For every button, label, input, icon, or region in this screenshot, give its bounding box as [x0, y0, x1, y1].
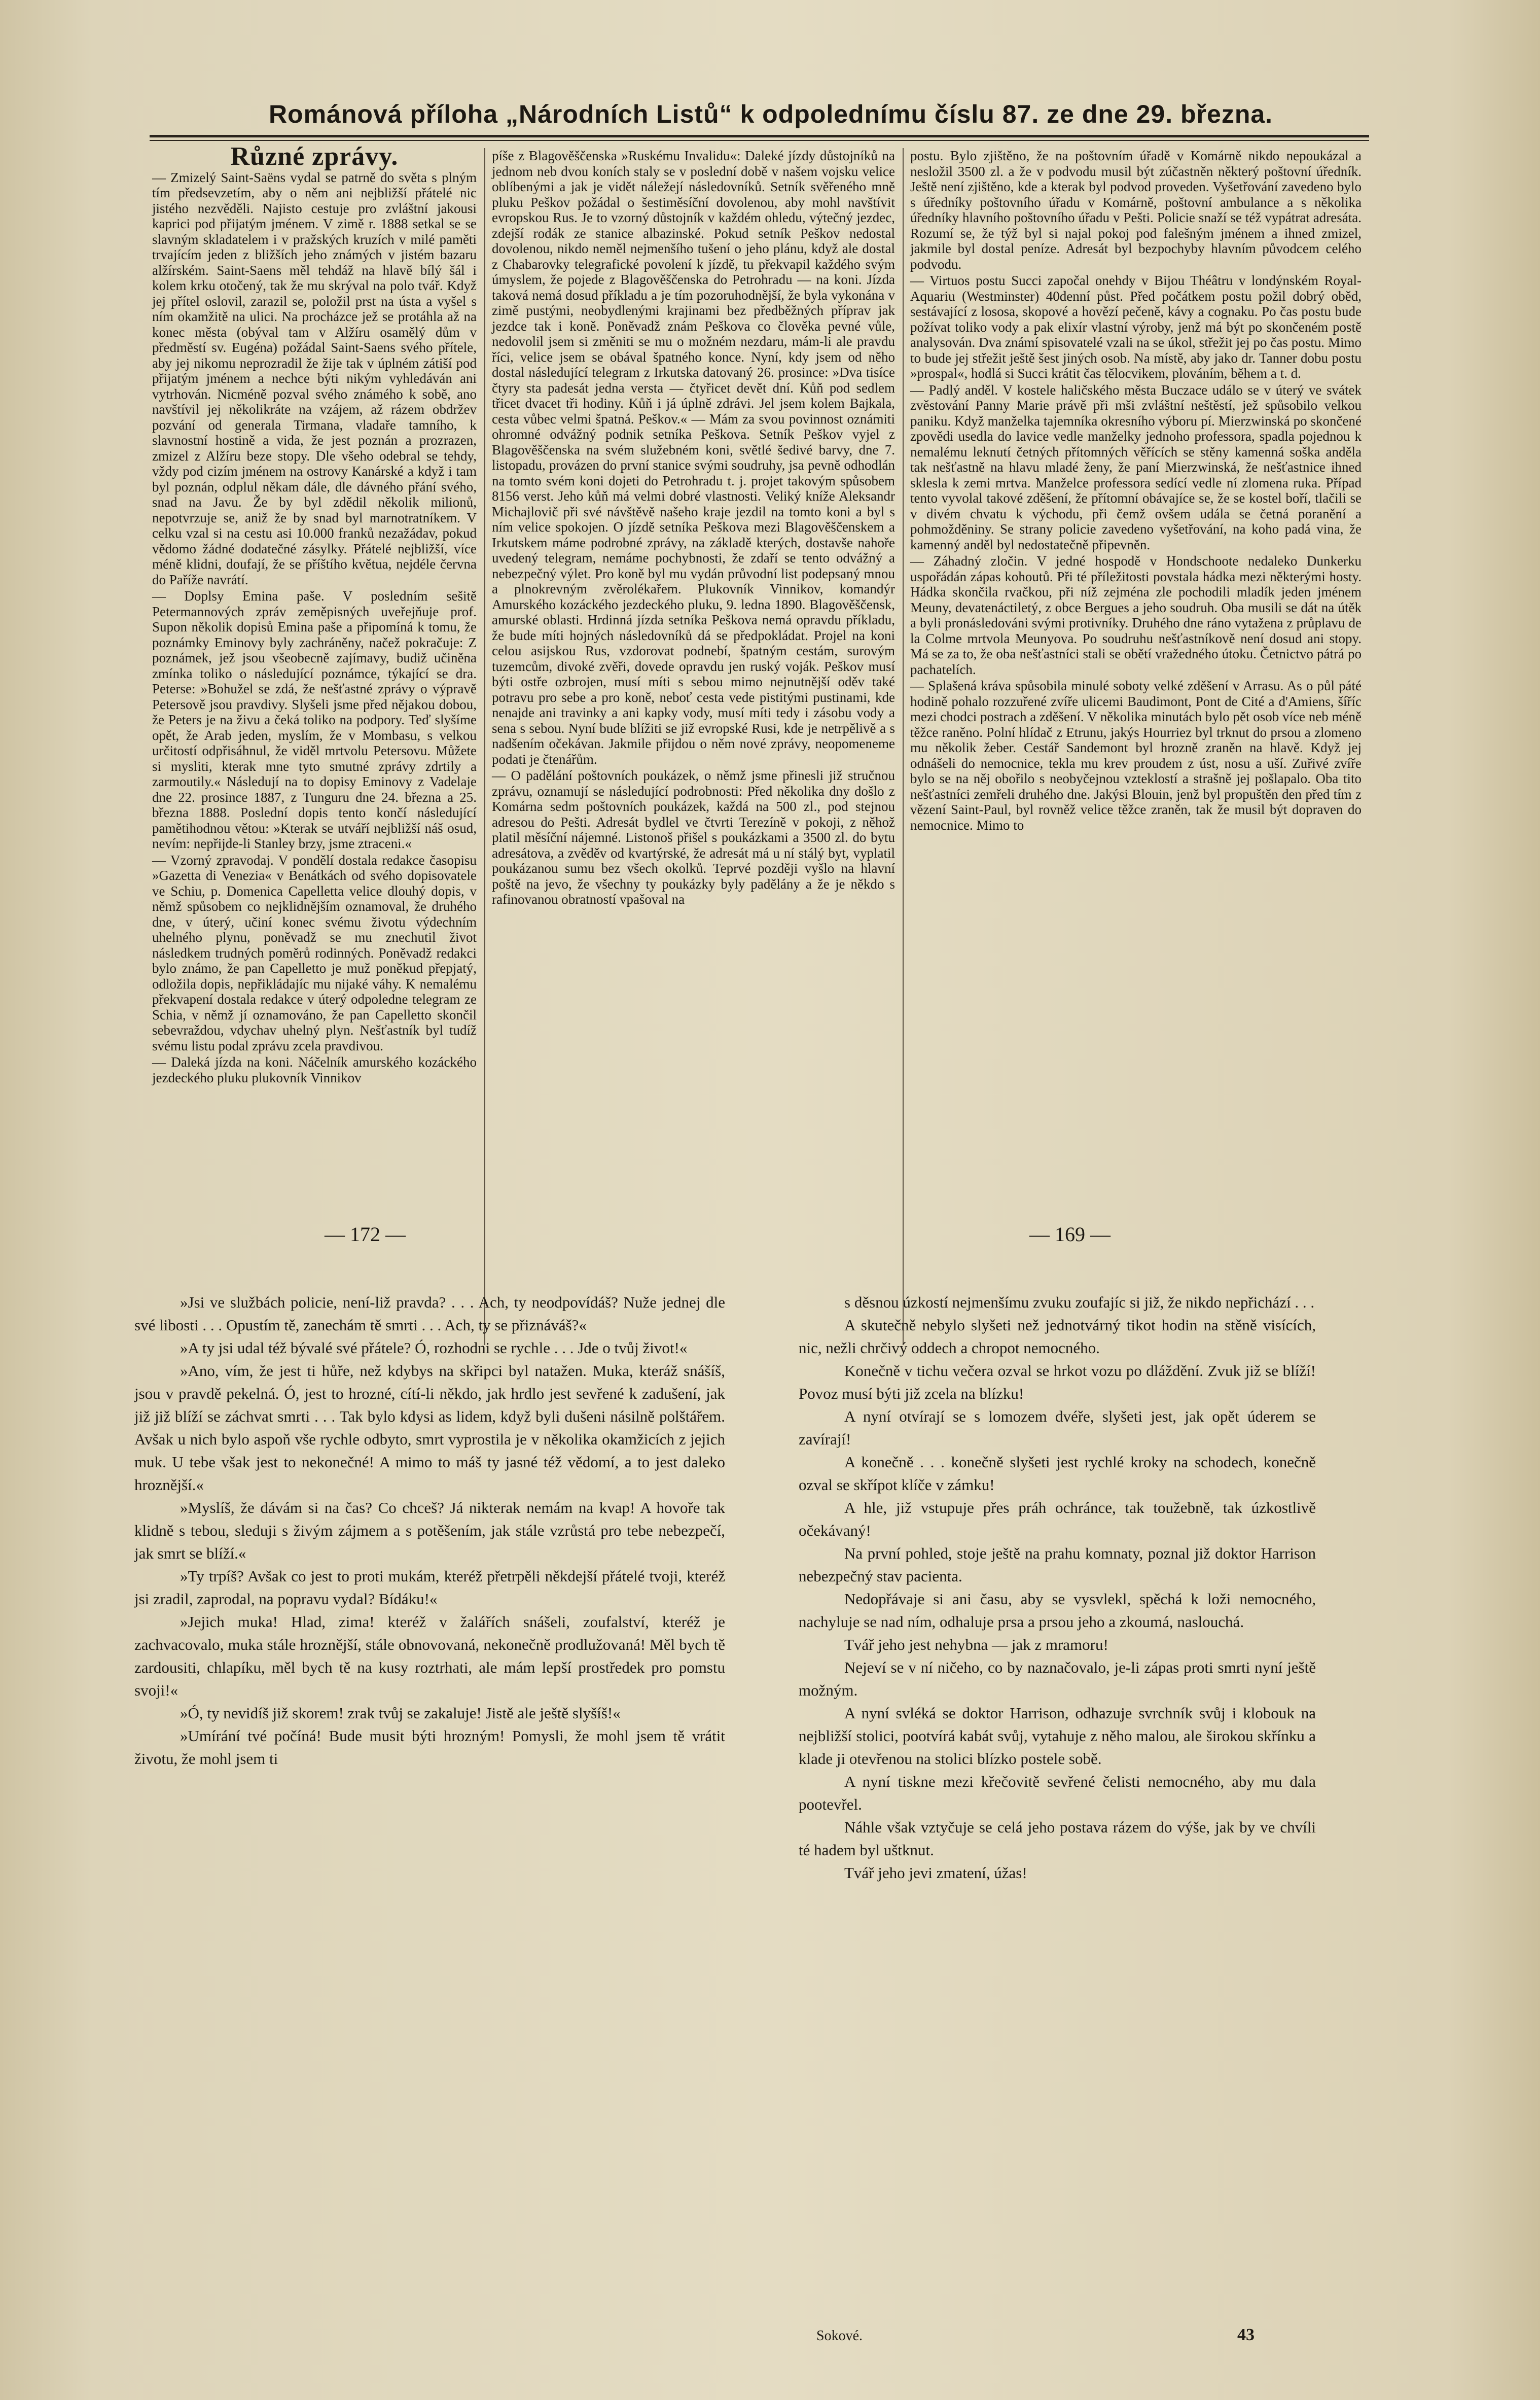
news-column-2: [492, 148, 895, 908]
header-rule: [150, 135, 1369, 137]
paragraph: »Jejich muka! Hlad, zima! kteréž v žalářích snášeli, zoufalství, kteréž je zachvacovalo, muka stále hroznější, stále obnovovaná, nekonečně prodlužovaná! Měl bych tě zardousiti, chlapíku, měl bych tě na kusy roztrhati, ale mám lepší prostředek pro pomstu svoji!«: [134, 1613, 725, 1699]
novel-page-left: [134, 1291, 725, 1770]
news-column-1: [152, 142, 477, 1086]
news-section-title: Různé zprávy.: [230, 142, 399, 171]
paragraph: »Ó, ty nevidíš již skorem! zrak tvůj se zakaluje! Jistě ale ještě slyšíš!«: [180, 1704, 621, 1722]
news-item: píše z Blagověščenska »Ruskému Invalidu«: Daleké jízdy důstojníků na jednom neb dvou koních staly se v poslední době v našem vojsku velice oblíbenými a jak je vidět náležejí následovníků. Setník svěřeného mně pluku Peškov požádal o šestiměsíční dovolenou, aby mohl navštívit evropskou Rus. Je to vzorný důstojník v každém ohledu, výtečný jezdec, zdejší rodák ze stanice albazinské. Pokud setník Peškov nedostal dovolenou, nikdo neměl nejmenšího tušení o jeho plánu, když ale dostal z Chabarovky telegrafické povolení k jízdě, tu překvapil každého svým úmyslem, že pojede z Blagověščenska do Petrohradu — na koni. Jízda taková nemá dosud příkladu a je tím pozoruhodnější, že byla vykonána v zimě pustými, neobydlenými krajinami bez předběžných příprav jak jezdce tak i koně. Poněvadž znám Peškova co člověka pevné vůle, nedovolil jsem si změniti se mu o možném nezdaru, mám-li ale pravdu říci, velice jsem se obával špatného konce. Nyní, kdy jsem od něho dostal následující telegram z Irkutska datovaný 26. prosince: »Dva tisíce čtyry sta padesát jedna versta — čtyřicet devět dní. Kůň pod sedlem třicet dvacet tři hodiny. Kůň i já úplně zdrávi. Jel jsem kolem Bajkala, cesta vůbec velmi špatná. Peškov.« — Mám za svou povinnost oznámiti ohromné odvážný podnik setníka Peškova. Setník Peškov vyjel z Blagověščenska na svém služebném koni, světlé šedivé barvy, dne 7. listopadu, provázen do první stanice svými soudruhy, jsa pevně odhodlán na tomto svém koni dojeti do Petrohradu t. j. projet takovým spůsobem 8156 verst. Jeho kůň má velmi dobré vlastnosti. Veliký kníže Aleksandr Michajlovič při své návštěvě našeho kraje jezdil na tomto koni a byl s ním velice spokojen. O jízdě setníka Peškova mezi Blagověščenskem a Irkutskem máme podrobné zprávy, na základě kterých, dostavše nahoře uvedený telegram, nemáme pochybnosti, že zdaří se tento odvážný a nebezpečný výlet. Pro koně byl mu vydán průvodní list podepsaný mnou a plnokrevným zvěrolékařem. Plukovník Vinnikov, komandýr Amurského kozáckého jezdeckého pluku, 9. ledna 1890. Blagověščensk, amurské oblasti. Hrdinná jízda setníka Peškova nemá opravdu příkladu, že bude míti hojných následovníků dá se předpokládat. Projel na koni celou asijskou Rus, vzdorovat podnebí, špatným cestám, surovým tuzemcům, divoké zvěři, dovede opravdu jen ruský voják. Peškov musí býti ostře ozbrojen, musí míti s sebou mimo nejnutnější oděv také potravu pro sebe a pro koně, neboť cesta vede pistitými pustinami, kde nenajde ani travinky a ani kapky vody, musí míti tedy i zásobu vody a sena s sebou. Nyní bude blížiti se již evropské Rusi, kde je netrpělivě a s nadšením očekávan. Jakmile přijdou o něm nové zprávy, neopomeneme podati je čtenářům.: [492, 148, 895, 767]
news-item: — Virtuos postu Succi započal onehdy v Bijou Théâtru v londýnském Royal-Aquariu (Westminster) 40denní půst. Před počátkem postu požil dobrý oběd, sestávající z lososa, skopové a hovězí pečeně, kávy a cognaku. Po čas postu bude požívat toliko vody a pak elixír vlastní výroby, jenž má být po skončeném postě analysován. Dva známí spisovatelé vzali na se úkol, střežit jej po čas postu. Mimo to bude jej střežit ještě šest jiných osob. Na místě, aby jako dr. Tanner dobu postu »prospal«, hodlá si Succi krátit čas tělocvikem, plováním, během a t. d.: [910, 273, 1362, 381]
page-header: Románová příloha „Národních Listů“ k odpolednímu číslu 87. ze dne 29. března.: [268, 100, 1273, 128]
paragraph: A nyní otvírají se s lomozem dvéře, slyšeti jest, jak opět úderem se zavírají!: [799, 1407, 1316, 1448]
news-item: — O padělání poštovních poukázek, o němž jsme přinesli již stručnou zprávu, oznamují se následující podrobnosti: Před několika dny došlo z Komárna sedm poštovních poukázek, každá na 500 zl., pod stejnou adresou do Pešti. Adresát bydlel ve čtvrti Terezíně v pokoji, z něhož platil měsíční nájemné. Listonoš přišel s poukázkami a 3500 zl. do bytu adresátova, a zvěděv od kvartýrské, že adresát má u ní stálý byt, vyplatil poukázanou sumu bez všech okolků. Teprvé později vyšlo na hlavní poště na jevo, že všechny ty poukázky byly padělány a že je někdo s rafinovanou obratností vpašoval na: [492, 768, 895, 907]
paragraph: »A ty jsi udal též bývalé své přátele? Ó, rozhodni se rychle . . . Jde o tvůj život!«: [180, 1339, 688, 1357]
paragraph: Konečně v tichu večera ozval se hrkot vozu po dláždění. Zvuk již se blíží! Povoz musí býti již zcela na blízku!: [799, 1362, 1316, 1402]
paragraph: »Myslíš, že dávám si na čas? Co chceš? Já nikterak nemám na kvap! A hovoře tak klidně s tebou, sleduji s živým zájmem a s potěšením, jak stále vzrůstá pro tebe nebezpečí, jak smrt se blíží.«: [134, 1499, 725, 1562]
paragraph: Na první pohled, stoje ještě na prahu komnaty, poznal již doktor Harrison nebezpečný stav pacienta.: [799, 1544, 1316, 1585]
column-divider: [903, 148, 904, 1345]
paragraph: »Umírání tvé počíná! Bude musit býti hrozným! Pomysli, že mohl jsem tě vrátit životu, že mohl jsem ti: [134, 1727, 725, 1768]
footer-signature: Sokové.: [816, 2328, 863, 2344]
news-item: — Splašená kráva spůsobila minulé soboty velké zděšení v Arrasu. As o půl páté hodině pohalo rozzuřené zvíře ulicemi Baudimont, Pont de Cité a d'Amiens, šíříc mezi chodci postrach a zděšení. V několika minutách bylo pět osob více neb méně těžce raněno. Polní hlídač z Etrunu, jakýs Hourriez byl trknut do prsou a zlomeno mu několik žeber. Cestář Sandemont byl hrozně zraněn na hlavě. Když jej odnášeli do nemocnice, tekla mu krev proudem z úst, nosu a uší. Zuřivé zvíře bylo se na něj obořilo s neobyčejnou vzteklostí a strašně jej pošlapalo. Oba tito nešťastníci zemřeli druhého dne. Jakýsi Blouin, jenž byl propuštěn den před tím z vězení Saint-Paul, byl rovněž velice těžce zraněn, tak že musil být dopraven do nemocnice. Mimo to: [910, 678, 1362, 833]
paragraph: »Ano, vím, že jest ti hůře, než kdybys na skřipci byl natažen. Muka, kteráž snášíš, jsou v pravdě pekelná. Ó, jest to hrozné, cítí-li někdo, jak hrdlo jest sevřené k zadušení, jak již již blíží se záchvat smrti . . . Tak bylo kdysi as lidem, když byli dušeni násilně polštářem. Avšak u nich bylo aspoň vše rychle odbyto, smrt vyprostila je v několika okamžicích z jejich muk. U tebe však jest to nekonečné! A mimo to máš ty jasné též vědomí, a to jest daleko hroznější.«: [134, 1362, 725, 1494]
column-divider: [484, 148, 485, 1345]
news-item: — Daleká jízda na koni. Náčelník amurského kozáckého jezdeckého pluku plukovník Vinnikov: [152, 1054, 477, 1085]
page-number-right: — 169 —: [1029, 1223, 1111, 1246]
novel-page-right: [799, 1291, 1316, 1884]
news-item: postu. Bylo zjištěno, že na poštovním úřadě v Komárně nikdo nepoukázal a nesložil 3500 zl. a že v podvodu musil být zúčastněn některý poštovní úředník. Ještě není zjištěno, kde a kterak byl podvod proveden. Vyšetřování zavedeno bylo s úředníky poštovního úřadu v Komárně, poštovní ambulance a s několika úředníky hlavního poštovního úřadu v Pešti. Policie snaží se též vypátrat adresáta. Rozumí se, že týž byl si najal pokoj pod falešným jménem a ihned zmizel, jakmile byl dostal peníze. Adresát byl bezpochyby hlavním původcem celého podvodu.: [910, 148, 1362, 272]
paragraph: »Jsi ve službách policie, není-liž pravda? . . . Ach, ty neodpovídáš? Nuže jednej dle své libosti . . . Opustím tě, zanechám tě smrti . . . Ach, ty se přiznáváš?«: [134, 1293, 725, 1334]
paragraph: A nyní svléká se doktor Harrison, odhazuje svrchník svůj i klobouk na nejbližší stolici, pootvírá kabát svůj, vytahuje z něho malou, ale širokou skřínku a klade ji otevřenou na stolici blízko postele sobě.: [799, 1704, 1316, 1768]
paragraph: Nedopřávaje si ani času, aby se vysvlekl, spěchá k loži nemocného, nachyluje se nad ním, odhaluje prsa a prsou jeho a zkoumá, naslouchá.: [799, 1590, 1316, 1631]
footer-sheet-number: 43: [1237, 2325, 1255, 2344]
news-item: — Záhadný zločin. V jedné hospodě v Hondschoote nedaleko Dunkerku uspořádán zápas kohoutů. Při té příležitosti povstala hádka mezi některými hosty. Hádka skončila rvačkou, při níž zejména zle pochodili mladík jeden jménem Meuny, devatenáctiletý, z obce Bergues a jeho soudruh. Oba musili se dát na útěk a byli pronásledováni svými protivníky. Druhého dne ráno vytažena z průplavu de la Colme mrtvola Meunyova. Po soudruhu nešťastníkově není dosud ani stopy. Má se za to, že oba nešťastníci stali se obětí vražedného útoku. Četnictvo pátrá po pachatelích.: [910, 553, 1362, 677]
paragraph: A nyní tiskne mezi křečovitě sevřené čelisti nemocného, aby mu dala pootevřel.: [799, 1773, 1316, 1813]
paragraph: Tvář jeho jest nehybna — jak z mramoru!: [844, 1636, 1108, 1653]
paragraph: s děsnou úzkostí nejmenšímu zvuku zoufajíc si již, že nikdo nepřichází . . .: [844, 1293, 1315, 1311]
news-column-3: [910, 148, 1362, 834]
news-item: — Zmizelý Saint-Saëns vydal se patrně do světa s plným tím předsevzetím, aby o něm ani nejbližší přátelé nic jistého nezvěděli. Najisto cestuje pro zvláštní jakousi kaprici pod přijatým jménem. V zimě r. 1888 setkal se se slavným skladatelem i v pražských kruzích v milé paměti trvajícím jeden z bližších jeho známých v jistém bazaru alžírském. Saint-Saens měl tehdáž na hlavě bílý šál i kolem krku otočený, tak že mu skrýval na polo tvář. Když jej přítel oslovil, zarazil se, položil prst na ústa a vyšel s ním okamžitě na ulici. Na procházce jež se protáhla až na konec města (obýval tam v Alžíru osamělý dům v předměstí sv. Eugéna) požádal Saint-Saens svého přítele, aby jej nikomu neprozradil že žije tak v úplném zátiší pod přijatým jménem a nechce býti nikým vyhledáván ani vytrhován. Nicméně pozval svého známého k sobě, ano navštívil jej několikráte na vzájem, až rázem obdržev pozvání od generala Tirmana, vladaře tamního, k slavnostní hostině a vida, že jest poznán a prozrazen, zmizel z Alžíru beze stopy. Dle všeho odebral se tehdy, vždy pod cizím jménem na ostrovy Kanárské a když i tam byl poznán, odplul někam dále, dle dávného přání svého, snad na Javu. Že by byl zdědil několik milionů, nepotvrzuje se, aniž že by snad byl marnotratníkem. V celku vzal si na cestu asi 10.000 franků nezažádav, pokud vědomo žádné dodatečné zásylky. Přátelé nejbližší, více méně klidni, doufají, že se příštího květua, nejdéle června do Paříže navrátí.: [152, 169, 477, 587]
paragraph: A hle, již vstupuje přes práh ochránce, tak toužebně, tak úzkostlivě očekávaný!: [799, 1499, 1316, 1539]
header-rule-thin: [150, 140, 1369, 141]
paragraph: Nejeví se v ní ničeho, co by naznačovalo, je-li zápas proti smrti nyní ještě možným.: [799, 1658, 1316, 1699]
news-item: — Doplsy Emina paše. V posledním sešitě Petermannových zpráv zeměpisných uveřejňuje prof. Supon několik dopisů Emina paše a připomíná k tomu, že poznámky Eminovy byly zachráněny, načež pokračuje: Z poznámek, jež jsou všeobecně zajímavy, budiž učiněna zmínka toliko o následující poznámce, týkající se dra. Peterse: »Bohužel se zdá, že nešťastné zprávy o výpravě Petersově jsou pravdivy. Slyšeli jsme před nějakou dobou, že Peters je na živu a čeká toliko na podpory. Teď slyšíme opět, že Arab jeden, myslím, že v Mombasu, s velkou určitostí odpřisáhnul, že viděl mrtvolu Petersovu. Můžete si mysliti, kterak mne tyto smutné zprávy zdrtily a zarmoutily.« Následují na to dopisy Eminovy z Vadelaje dne 22. prosince 1887, z Tunguru dne 24. března a 25. března 1888. Poslední dopis tento končí následující pamětihodnou větou: »Kterak se utváří nejbližší náš osud, nevím: nepřijde-li Stanley brzy, jsme ztraceni.«: [152, 588, 477, 851]
paragraph: »Ty trpíš? Avšak co jest to proti mukám, kteréž přetrpěli někdejší přátelé tvoji, kteréž jsi zradil, zaprodal, na popravu vydal? Bídáku!«: [134, 1567, 725, 1608]
news-item: — Vzorný zpravodaj. V pondělí dostala redakce časopisu »Gazetta di Venezia« v Benátkách od svého dopisovatele ve Schiu, p. Domenica Capelletta velice dlouhý dopis, v němž spůsobem co nejklidnějším oznamoval, že druhého dne, v úterý, učiní konec svému životu výdechním uhelného plynu, poněvadž se mu znechutil život následkem trudných poměrů rodinných. Poněvadž redakci bylo známo, že pan Capelletto je muž poněkud přepjatý, odložila dopis, nepřikládajíc mu nijaké váhy. K nemalému překvapení dostala redakce v úterý odpoledne telegram ze Schia, v němž jí oznamováno, že pan Capelletto skončil sebevraždou, vdychav uhelný plyn. Nešťastník byl tudíž svému listu podal zprávu zcela pravdivou.: [152, 852, 477, 1053]
paragraph: A konečně . . . konečně slyšeti jest rychlé kroky na schodech, konečně ozval se skřípot klíče v zámku!: [799, 1453, 1316, 1494]
page-number-left: — 172 —: [325, 1223, 406, 1246]
news-item: — Padlý anděl. V kostele haličského města Buczace událo se v úterý ve svátek zvěstování Panny Marie právě při mši zvláštní neštěstí, jež spůsobilo velkou paniku. Když manželka tajemníka okresního výboru pí. Mierzwinská po skončené zpovědi usedla do lavice vedle manželky jednoho professora, spadla pojednou k nemalému leknutí četných přítomných věřících se stěny kamenná soška anděla tak nešťastně na hlavu mladé ženy, že paní Mierzwinská, že nešťastnice ihned sklesla k zemi mrtva. Manželce professora sedící vedle ní zlomena ruka. Případ tento vyvolal takové zděšení, že přítomní obávajíce se, že se kostel boří, tlačili se v divém chvatu k východu, při čemž ovšem udála se četná poranění a pohmožděniny. Se strany policie zavedeno vyšetřování, na koho padá vina, že kamenný anděl byl nedostatečně připevněn.: [910, 382, 1362, 552]
paragraph: Tvář jeho jevi zmatení, úžas!: [844, 1864, 1027, 1882]
paragraph: A skutečně nebylo slyšeti než jednotvárný tikot hodin na stěně visících, nic, nežli chrčivý oddech a chropot nemocného.: [799, 1316, 1316, 1357]
paragraph: Náhle však vztyčuje se celá jeho postava rázem do výše, jak by ve chvíli té hadem byl uštknut.: [799, 1818, 1316, 1859]
